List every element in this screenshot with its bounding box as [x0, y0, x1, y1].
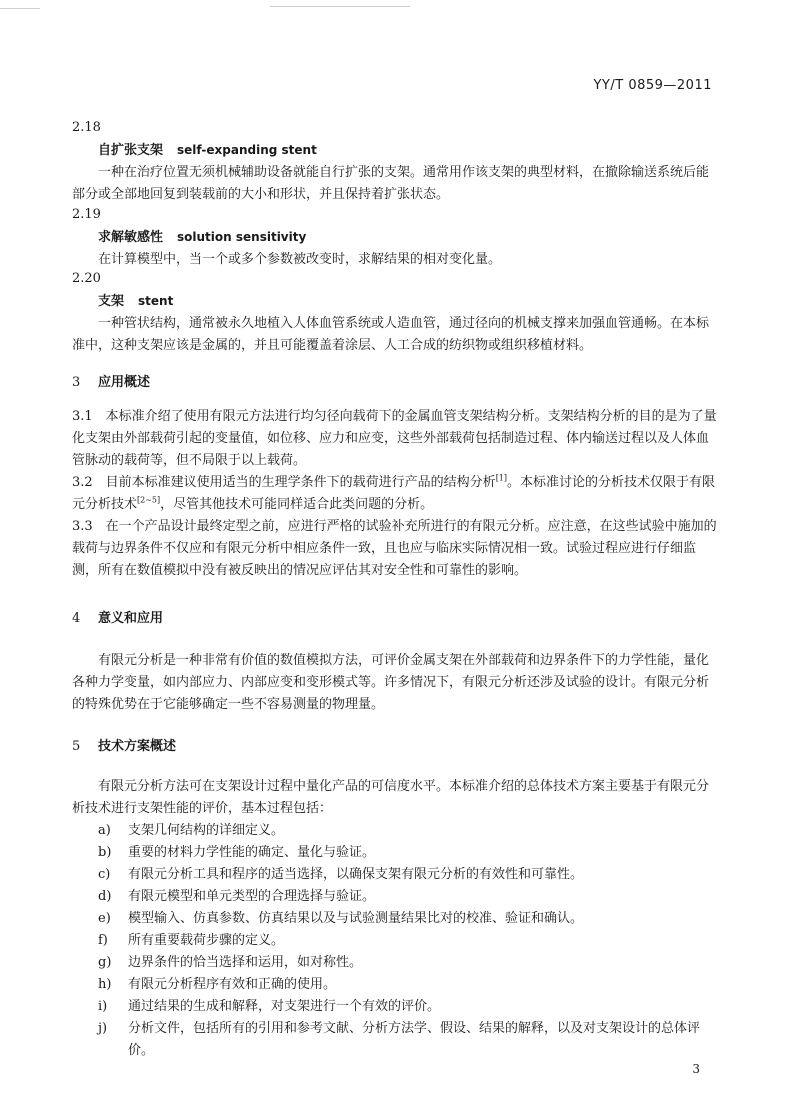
page-number: 3 [692, 1062, 700, 1076]
section-4-heading [72, 608, 720, 630]
list-label: a) [98, 823, 111, 838]
definition-text: 一种管状结构，通常被永久地植入人体血管系统或人造血管，通过径向的机械支撑来加强血管通畅。在本标准中，这种支架应该是金属的，并且可能覆盖着涂层、人工合成的纺织物或组织移植材料。 [72, 316, 710, 353]
citation-ref: [2~5] [137, 495, 161, 505]
list-label: d) [98, 889, 112, 904]
list-text: 支架几何结构的详细定义。 [128, 823, 285, 838]
section-3-heading [72, 372, 720, 394]
section-5-heading [72, 736, 720, 758]
term-chinese: 自扩张支架 [98, 143, 164, 158]
list-item [72, 908, 720, 930]
clause-number: 2.20 [72, 271, 101, 286]
term-english: self-expanding stent [177, 143, 317, 157]
list-label: g) [98, 955, 112, 970]
list-label: f) [98, 933, 108, 948]
list-item [72, 996, 720, 1018]
definition-2-18 [72, 117, 720, 206]
section-5-body [72, 776, 720, 1062]
list-label: i) [98, 999, 108, 1014]
term-chinese: 求解敏感性 [98, 230, 164, 245]
list-text: 模型输入、仿真参数、仿真结果以及与试验测量结果比对的校准、验证和确认。 [128, 911, 584, 926]
section-5-intro: 有限元分析方法可在支架设计过程中量化产品的可信度水平。本标准介绍的总体技术方案主要基于有限元分析技术进行支架性能的评价，基本过程包括： [72, 779, 710, 816]
list-text: 有限元分析程序有效和正确的使用。 [128, 977, 337, 992]
scan-artifact [0, 8, 40, 9]
list-item [72, 974, 720, 996]
scan-artifact [270, 6, 410, 7]
list-text: 分析文件，包括所有的引用和参考文献、分析方法学、假设、结果的解释，以及对支架设计的总体评价。 [128, 1021, 701, 1058]
section-number: 3 [72, 375, 81, 390]
term-english: stent [138, 294, 174, 308]
list-label: e) [98, 911, 111, 926]
section-4-body [72, 650, 720, 716]
list-text: 有限元模型和单元类型的合理选择与验证。 [128, 889, 376, 904]
definition-2-20 [72, 268, 720, 357]
section-title: 意义和应用 [98, 611, 164, 626]
list-item [72, 1018, 720, 1062]
list-item [72, 886, 720, 908]
process-list [72, 820, 720, 1062]
list-item [72, 930, 720, 952]
list-item [72, 820, 720, 842]
list-label: b) [98, 845, 112, 860]
section-number: 5 [72, 739, 81, 754]
definition-text: 一种在治疗位置无须机械辅助设备就能自行扩张的支架。通常用作该支架的典型材料，在撤除输送系统后能部分或全部地回复到装载前的大小和形状，并且保持着扩张状态。 [72, 165, 710, 202]
clause-number: 2.18 [72, 120, 101, 135]
clause-3-2-text-a: 3.2 目前本标准建议使用适当的生理学条件下的载荷进行产品的结构分析 [72, 475, 496, 490]
section-title: 应用概述 [98, 375, 151, 390]
definition-text: 在计算模型中，当一个或多个参数被改变时，求解结果的相对变化量。 [98, 252, 502, 267]
standard-code: YY/T 0859—2011 [593, 78, 712, 93]
term-heading [72, 139, 720, 162]
list-item [72, 952, 720, 974]
clause-3-3: 3.3 在一个产品设计最终定型之前，应进行严格的试验补充所进行的有限元分析。应注意，在这些试验中施加的载荷与边界条件不仅应和有限元分析中相应条件一致，且也应与临床实际情况相一致。试验过程应进行仔细监测，所有在数值模拟中没有被反映出的情况应评估其对安全性和可靠性的影响。 [72, 519, 717, 578]
clause-3-1: 3.1 本标准介绍了使用有限元方法进行均匀径向载荷下的金属血管支架结构分析。支架结构分析的目的是为了量化支架由外部载荷引起的变量值，如位移、应力和应变，这些外部载荷包括制造过程、体内输送过程以及人体血管脉动的载荷等，但不局限于以上载荷。 [72, 409, 717, 468]
section-3-body [72, 406, 720, 582]
list-text: 通过结果的生成和解释，对支架进行一个有效的评价。 [128, 999, 441, 1014]
list-label: j) [98, 1021, 108, 1036]
list-text: 边界条件的恰当选择和运用，如对称性。 [128, 955, 363, 970]
list-text: 有限元分析工具和程序的适当选择，以确保支架有限元分析的有效性和可靠性。 [128, 867, 584, 882]
list-label: h) [98, 977, 112, 992]
clause-number: 2.19 [72, 207, 101, 222]
term-heading [72, 226, 720, 249]
list-item [72, 864, 720, 886]
section-number: 4 [72, 611, 81, 626]
list-label: c) [98, 867, 111, 882]
section-4-paragraph: 有限元分析是一种非常有价值的数值模拟方法，可评价金属支架在外部载荷和边界条件下的力学性能，量化各种力学变量，如内部应力、内部应变和变形模式等。许多情况下，有限元分析还涉及试验的设计。有限元分析的特殊优势在于它能够确定一些不容易测量的物理量。 [72, 653, 710, 712]
clause-3-2 [72, 472, 720, 516]
list-item [72, 842, 720, 864]
list-text: 重要的材料力学性能的确定、量化与验证。 [128, 845, 376, 860]
citation-ref: [1] [495, 473, 508, 483]
clause-3-2-text-b: 。本标准讨论的分析技术仅限于有限元分析技术 [72, 475, 716, 512]
section-title: 技术方案概述 [98, 739, 177, 754]
term-chinese: 支架 [98, 294, 125, 309]
definition-2-19 [72, 204, 720, 271]
term-english: solution sensitivity [177, 230, 307, 244]
term-heading [72, 290, 720, 313]
list-text: 所有重要载荷步骤的定义。 [128, 933, 285, 948]
clause-3-2-text-c: ，尽管其他技术可能同样适合此类问题的分析。 [160, 497, 434, 512]
